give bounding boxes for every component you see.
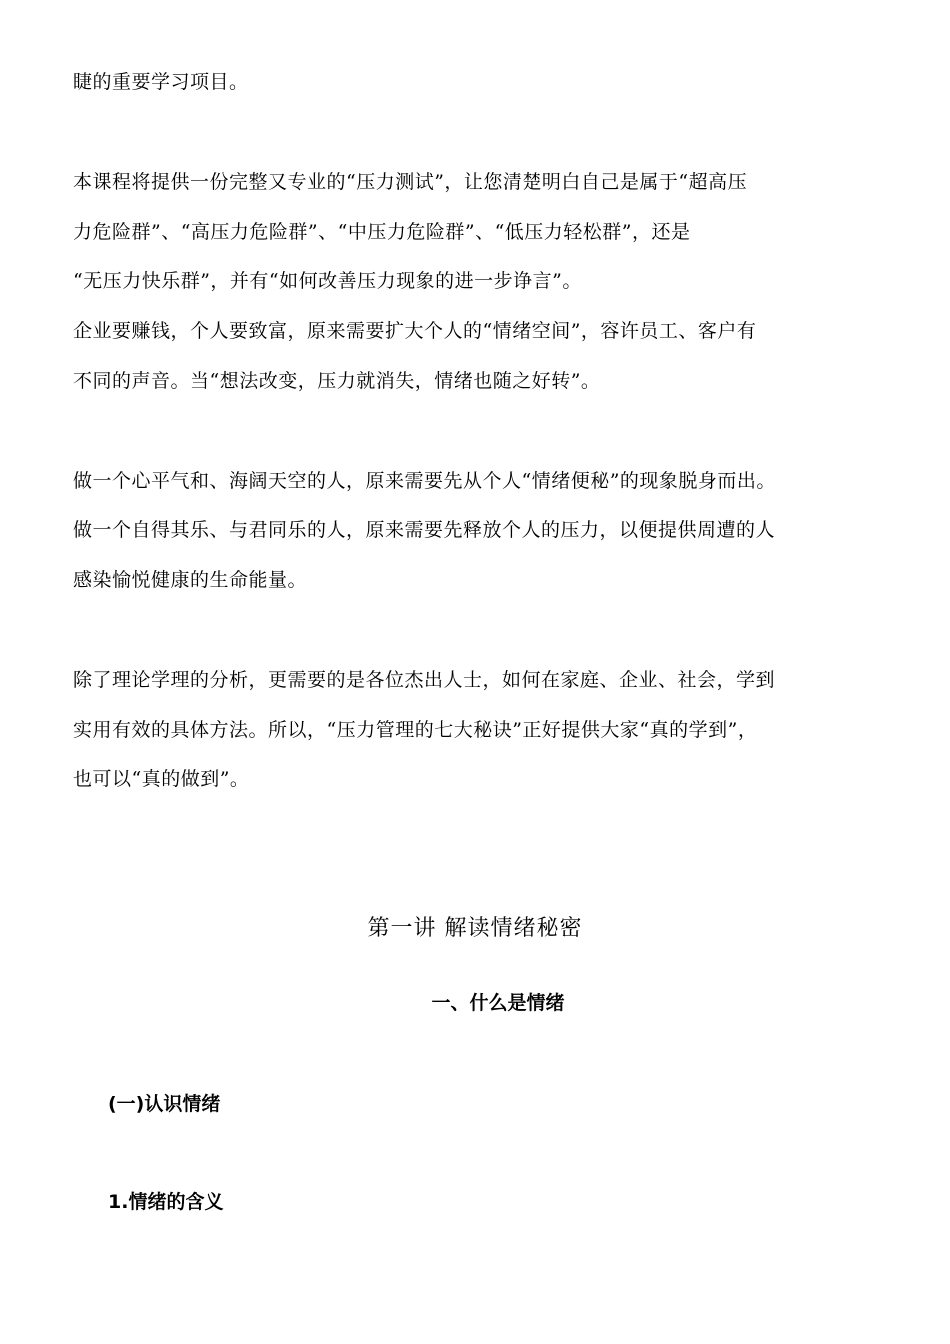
calm-person-line-2: 做一个自得其乐、与君同乐的人，原来需要先释放个人的压力，以便提供周遭的人 [73, 519, 776, 541]
calm-person-line-1: 做一个心平气和、海阔天空的人，原来需要先从个人“情绪便秘”的现象脱身而出。 [73, 470, 776, 492]
intro-tail-line-1: 睫的重要学习项目。 [73, 71, 249, 93]
stress-test-line-3: “无压力快乐群”，并有“如何改善压力现象的进一步诤言”。 [73, 270, 582, 292]
subsection-title: (一)认识情绪 [108, 1093, 221, 1115]
methods-line-3: 也可以“真的做到”。 [73, 768, 250, 790]
enterprise-line-1: 企业要赚钱，个人要致富，原来需要扩大个人的“情绪空间”，容许员工、客户有 [73, 320, 757, 342]
enterprise-line-2: 不同的声音。当“想法改变，压力就消失，情绪也随之好转”。 [73, 370, 601, 392]
stress-test-line-1: 本课程将提供一份完整又专业的“压力测试”，让您清楚明白自己是属于“超高压 [73, 171, 748, 193]
lecture-title: 第一讲 解读情绪秘密 [367, 916, 583, 941]
section-title: 一、什么是情绪 [431, 992, 565, 1014]
calm-person-line-3: 感染愉悦健康的生命能量。 [73, 569, 308, 591]
methods-line-2: 实用有效的具体方法。所以，“压力管理的七大秘诀”正好提供大家“真的学到”， [73, 719, 758, 741]
item-title: 1.情绪的含义 [108, 1191, 224, 1213]
stress-test-line-2: 力危险群”、“高压力危险群”、“中压力危险群”、“低压力轻松群”，还是 [73, 221, 691, 243]
methods-line-1: 除了理论学理的分析，更需要的是各位杰出人士，如何在家庭、企业、社会，学到 [73, 669, 776, 691]
